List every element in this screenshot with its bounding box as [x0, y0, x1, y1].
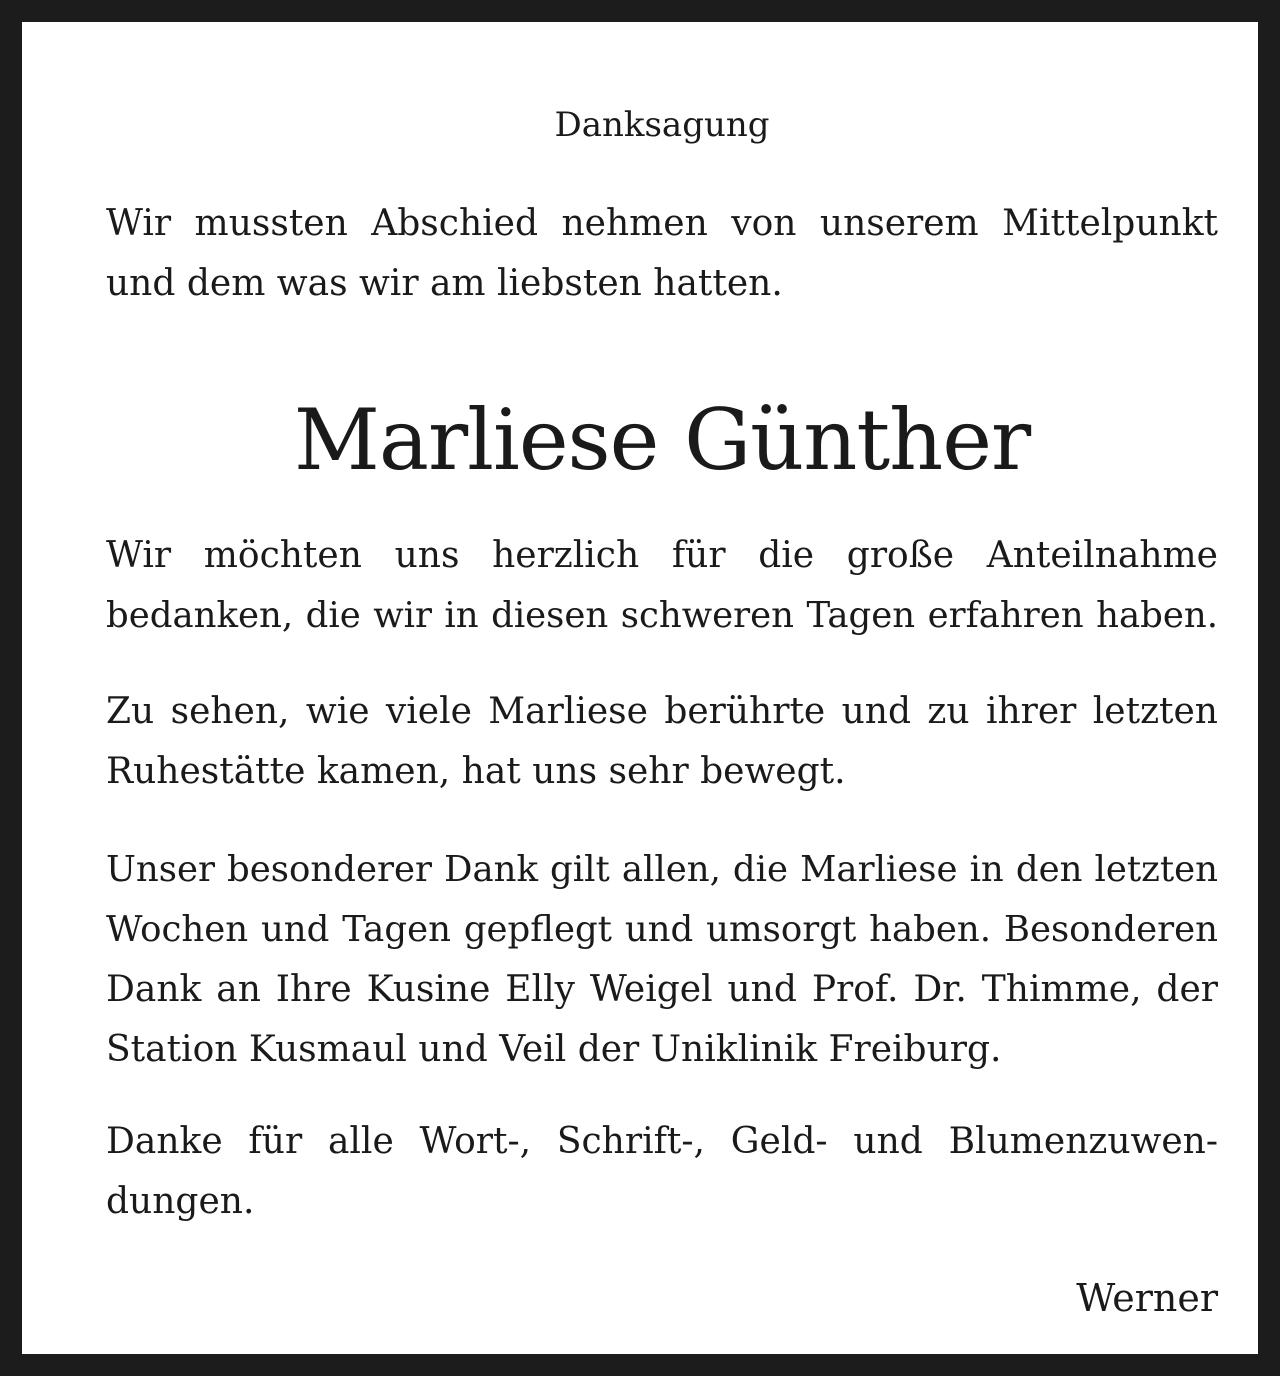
seeing-line: Zu sehen, wie viele Marliese berührte und zu ihrer letzten: [106, 691, 1218, 732]
intro-paragraph: [106, 194, 1218, 314]
special-thanks-line: Station Kusmaul und Veil der Uniklinik Freiburg.: [106, 1029, 1002, 1070]
donations-line: Danke für alle Wort-, Schrift-, Geld- und Blumenzuwen-: [106, 1121, 1218, 1162]
special-thanks-line: Dank an Ihre Kusine Elly Weigel und Prof. Dr. Thimme, der: [106, 969, 1218, 1010]
intro-line: und dem was wir am liebsten hatten.: [106, 263, 783, 304]
thanks-paragraph: [106, 526, 1218, 646]
special-thanks-line: Unser besonderer Dank gilt allen, die Marliese in den letzten: [106, 849, 1218, 890]
donations-paragraph: [106, 1112, 1218, 1232]
special-thanks-paragraph: [106, 840, 1218, 1080]
deceased-name: Marliese Günther: [293, 391, 1031, 489]
seeing-paragraph: [106, 682, 1218, 802]
signature: Werner: [1076, 1276, 1218, 1320]
notice-heading: Danksagung: [554, 105, 770, 145]
thanks-line: Wir möchten uns herzlich für die große Anteilnahme: [106, 535, 1218, 576]
intro-line: Wir mussten Abschied nehmen von unserem Mittelpunkt: [106, 203, 1218, 244]
special-thanks-line: Wochen und Tagen gepflegt und umsorgt haben. Besonderen: [106, 909, 1218, 950]
seeing-line: Ruhestätte kamen, hat uns sehr bewegt.: [106, 751, 846, 792]
thanks-line: bedanken, die wir in diesen schweren Tagen erfahren haben.: [106, 595, 1218, 636]
donations-line: dungen.: [106, 1181, 255, 1222]
